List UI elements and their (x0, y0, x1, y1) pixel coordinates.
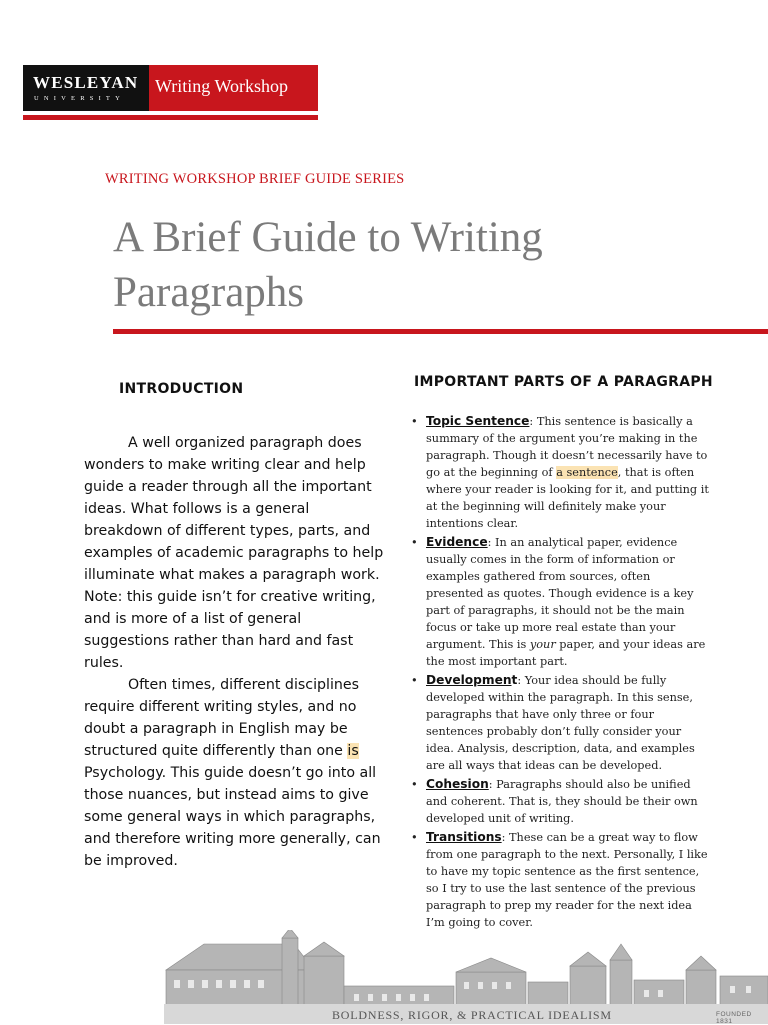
introduction-heading: INTRODUCTION (119, 381, 244, 397)
introduction-body (84, 432, 384, 872)
item-text: paper, and your ideas are the most important part. (426, 638, 706, 668)
item-text: : This sentence is basically a summary of the argument you’re making in the paragraph. Though it doesn’t necessarily have to go at the beginning of (426, 415, 708, 479)
term-evidence: Evidence (426, 535, 488, 549)
skyline-roof (304, 942, 344, 956)
item-text: : Your idea should be fully developed within the paragraph. In this sense, paragraphs that have only three or four sentences probably don’t fully consider your idea. Analysis, description, data, and examples are all ways that ideas can be developed. (426, 674, 695, 772)
workshop-name: Writing Workshop (155, 76, 288, 96)
bullet-icon: • (411, 831, 418, 844)
item-text: , that is often where your reader is looking for it, and putting it at the beginning will definitely make your intentions clear. (426, 466, 709, 530)
bullet-icon: • (411, 674, 418, 687)
list-item-development (410, 672, 710, 774)
title-line-1: A Brief Guide to Writing (113, 214, 543, 261)
university-name: WESLEYAN (33, 73, 139, 92)
item-highlight: a sentence (556, 466, 618, 479)
term-development: Developmen (426, 673, 512, 687)
founded-label: FOUNDED 1831 (716, 1011, 752, 1025)
title-rule (113, 329, 768, 334)
university-motto: BOLDNESS, RIGOR, & PRACTICAL IDEALISM (332, 1008, 612, 1022)
title-line-2: Paragraphs (113, 269, 305, 316)
logo-black-panel (23, 65, 149, 111)
bullet-icon: • (411, 536, 418, 549)
intro-p2-text-b: Psychology. This guide doesn’t go into all those nuances, but instead aims to give some general ways in which paragraphs, and therefore writing more generally, can be improved. (84, 765, 381, 869)
header-rule (23, 115, 318, 120)
list-item-topic-sentence (410, 413, 710, 532)
intro-paragraph-2 (84, 674, 384, 872)
parts-heading: IMPORTANT PARTS OF A PARAGRAPH (414, 374, 713, 390)
term-cohesion: Cohesion (426, 777, 489, 791)
bullet-icon: • (411, 778, 418, 791)
term-development-tail: t (511, 673, 518, 687)
skyline-spire (610, 944, 632, 960)
list-item-cohesion (410, 776, 710, 827)
wesleyan-writing-workshop-logo (23, 65, 318, 111)
item-text: : Paragraphs should also be unified and coherent. That is, they should be their own developed unit of writing. (426, 778, 698, 825)
item-text: : These can be a great way to flow from one paragraph to the next. Personally, I like to have my topic sentence as the first sentence, so I try to use the last sentence of the previous paragraph to prep my reader for the next idea I’m going to cover. (426, 831, 708, 929)
logo-red-panel (149, 65, 318, 111)
skyline-roof (686, 956, 716, 970)
bullet-icon: • (411, 415, 418, 428)
intro-paragraph-1: A well organized paragraph does wonders to make writing clear and help guide a reader through all the important ideas. What follows is a general breakdown of different types, parts, and examples of academic paragraphs to help illuminate what makes a paragraph work. Note: this guide isn’t for creative writing, and is more of a list of general suggestions rather than hard and fast rules. (84, 435, 384, 671)
list-item-evidence (410, 534, 710, 670)
intro-p2-highlight: is (347, 743, 359, 759)
skyline-roof (456, 958, 526, 972)
series-label: WRITING WORKSHOP BRIEF GUIDE SERIES (105, 171, 405, 187)
list-item-transitions (410, 829, 710, 931)
parts-list (410, 413, 710, 933)
university-subtitle: UNIVERSITY (34, 95, 125, 102)
skyline-roof (570, 952, 606, 966)
term-topic-sentence: Topic Sentence (426, 414, 530, 428)
item-emphasis: your (529, 638, 556, 651)
page-title (113, 210, 633, 320)
term-transitions: Transitions (426, 830, 502, 844)
skyline-spire (282, 930, 298, 938)
item-text: : In an analytical paper, evidence usually comes in the form of information or examples gathered from sources, often presented as quotes. Though evidence is a key part of paragraphs, it should not be the main focus or take up more real estate than your argument. This is (426, 536, 694, 651)
intro-p2-text-a: Often times, different disciplines require different writing styles, and no doubt a paragraph in English may be structured quite differently than one (84, 677, 360, 759)
